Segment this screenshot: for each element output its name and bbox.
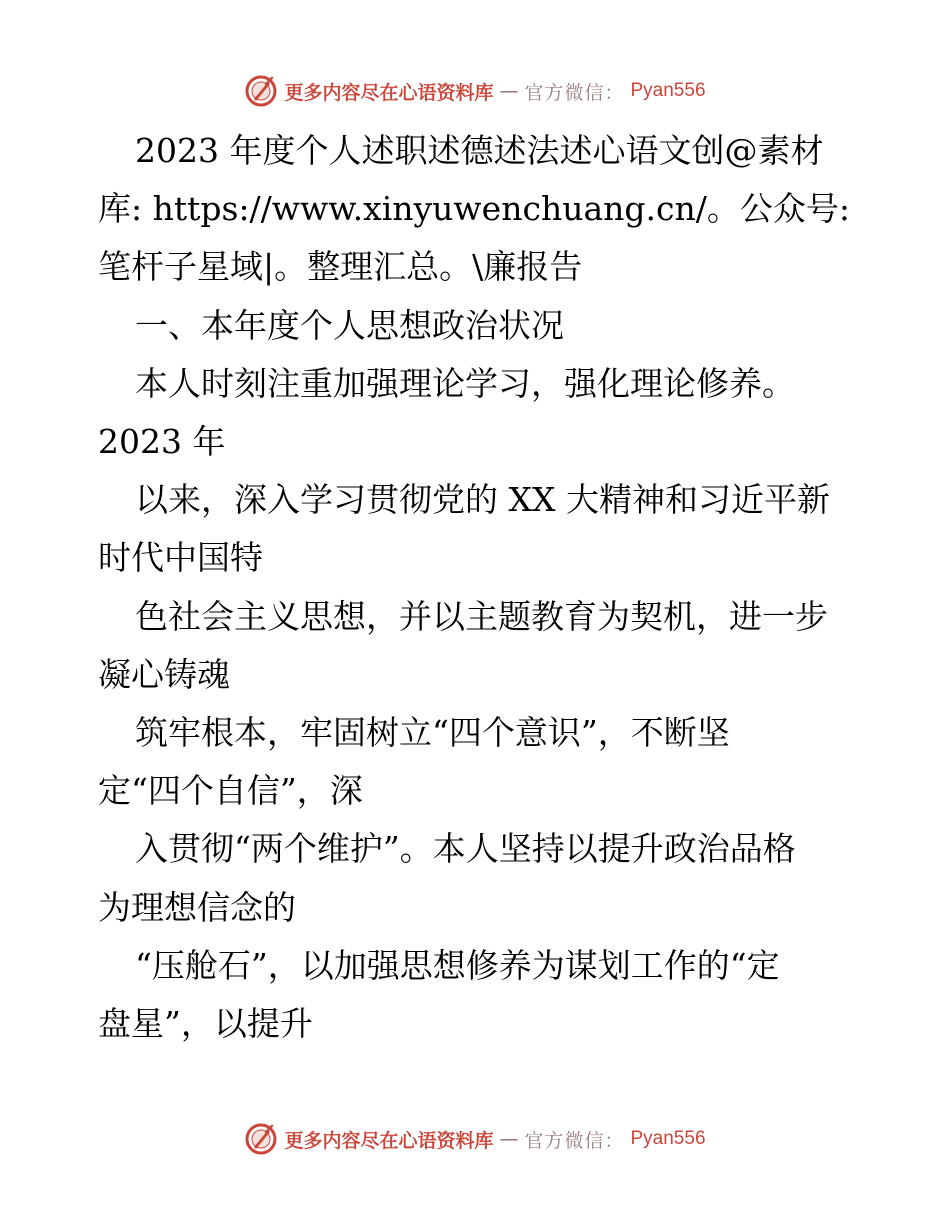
quill-seal-icon bbox=[244, 1122, 278, 1156]
text-line: 一、本年度个人思想政治状况 bbox=[135, 305, 564, 345]
text-line: 本人时刻注重加强理论学习，强化理论修养。 bbox=[135, 363, 795, 403]
banner-label: 官方微信： bbox=[524, 81, 625, 104]
header-banner bbox=[0, 71, 950, 111]
document-body bbox=[98, 122, 858, 1053]
text-line: 时代中国特 bbox=[98, 538, 263, 578]
text-line: 定“四个自信”，深 bbox=[98, 771, 363, 811]
banner-label: 官方微信： bbox=[524, 1129, 625, 1152]
text-line: 入贯彻“两个维护”。本人坚持以提升政治品格 bbox=[135, 829, 796, 869]
text-line: 盘星”，以提升 bbox=[98, 1004, 313, 1044]
text-line: 为理想信念的 bbox=[98, 887, 296, 927]
text-line: 笔杆子星域|。整理汇总。\廉报告 bbox=[98, 247, 583, 287]
banner-main-text: 更多内容尽在心语资料库 bbox=[284, 1129, 494, 1152]
text-line: 筑牢根本，牢固树立“四个意识”，不断坚 bbox=[135, 713, 730, 753]
banner-dash: — bbox=[499, 1128, 519, 1150]
quill-seal-icon bbox=[244, 74, 278, 108]
text-line: 2023 年度个人述职述德述法述心语文创@素材 bbox=[135, 131, 824, 170]
text-line: 2023 年 bbox=[98, 422, 226, 462]
banner-dash: — bbox=[499, 80, 519, 102]
footer-banner bbox=[0, 1119, 950, 1159]
banner-wechat-id: Pyan556 bbox=[630, 1128, 706, 1149]
text-line: 色社会主义思想，并以主题教育为契机，进一步 bbox=[135, 596, 828, 636]
text-line: 凝心铸魂 bbox=[98, 654, 230, 694]
text-line: 以来，深入学习贯彻党的 XX 大精神和习近平新 bbox=[135, 480, 830, 520]
text-line: 库: https://www.xinyuwenchuang.cn/。公众号: bbox=[98, 189, 850, 229]
text-line: “压舱石”，以加强思想修养为谋划工作的“定 bbox=[135, 945, 780, 985]
banner-wechat-id: Pyan556 bbox=[630, 80, 706, 101]
banner-main-text: 更多内容尽在心语资料库 bbox=[284, 81, 494, 104]
